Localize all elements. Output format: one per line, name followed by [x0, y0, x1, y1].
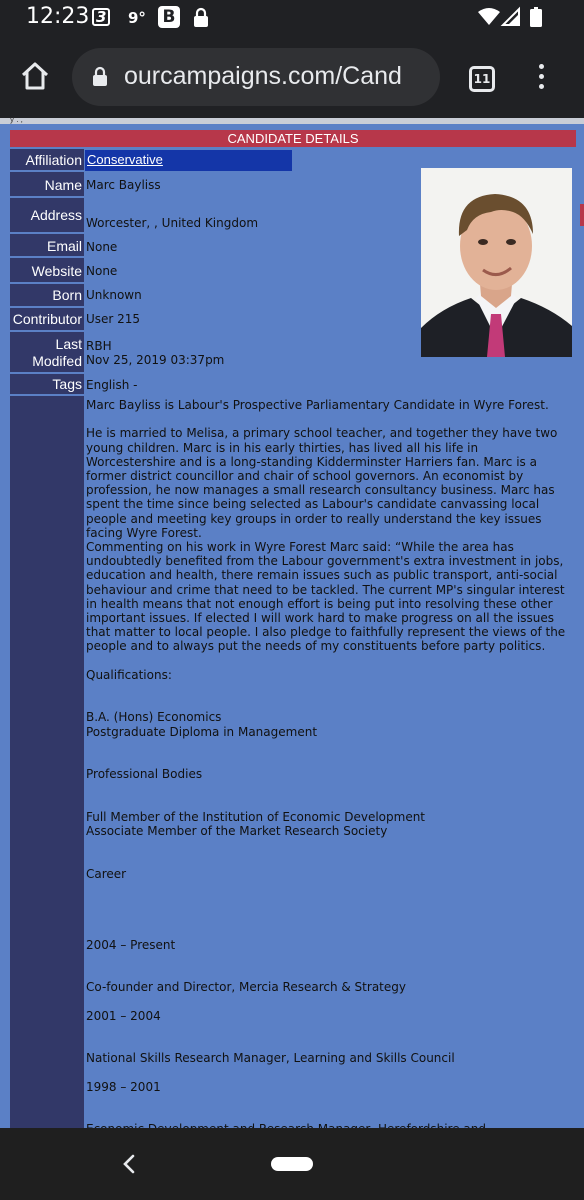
label-email: Email: [10, 236, 84, 258]
career-role: National Skills Research Manager, Learning and Skills Council: [86, 1051, 455, 1066]
bio-intro: Marc Bayliss is Labour's Prospective Parliamentary Candidate in Wyre Forest.: [86, 398, 549, 412]
candidate-website: None: [86, 264, 118, 278]
clock: 12:23: [26, 4, 90, 29]
qualification-item: Postgraduate Diploma in Management: [86, 724, 318, 739]
b-app-icon: B: [158, 6, 180, 28]
home-icon[interactable]: [20, 62, 50, 90]
label-affiliation: Affiliation: [10, 150, 84, 172]
candidate-name: Marc Bayliss: [86, 178, 161, 192]
label-name: Name: [10, 174, 84, 198]
label-address: Address: [10, 198, 84, 234]
career-role: Co-founder and Director, Mercia Research & Strategy: [86, 980, 406, 995]
web-page: [0, 115, 584, 1128]
career-period: 1998 – 2001: [86, 1079, 161, 1094]
bio-paragraph-quote: Commenting on his work in Wyre Forest Marc said: “While the area has undoubtedly benefited from the Labour government's extra investment in jobs, education and health, there remain issues such as public transport, anti-social behaviour and crime that need to be tackled. The current MP's singular interest in health means that not enough effort is being put into resolving these other important issues. If elected I will work hard to make progress on all the issues that matter to local people. I also pledge to faithfully represent the views of the people and to always put the needs of my constituents before party politics.: [86, 540, 566, 654]
temperature: 9°: [128, 9, 146, 27]
last-modified-date: Nov 25, 2019 03:37pm: [86, 353, 225, 367]
last-modified-by: RBH: [86, 339, 112, 353]
battery-icon: [530, 7, 542, 27]
qualification-item: B.A. (Hons) Economics: [86, 710, 222, 725]
url-text: ourcampaigns.com/Cand: [124, 62, 402, 90]
label-website: Website: [10, 260, 84, 284]
label-last-modified: Last Modifed: [10, 334, 84, 374]
home-gesture-pill[interactable]: [271, 1157, 313, 1171]
lock-icon: [193, 8, 209, 28]
professional-body-item: Associate Member of the Market Research Society: [86, 824, 388, 839]
address-bar[interactable]: [72, 48, 440, 106]
signal-icon: [502, 8, 520, 26]
career-heading: Career: [86, 866, 127, 881]
candidate-email: None: [86, 240, 118, 254]
label-contributor: Contributor: [10, 308, 84, 332]
tags-value: English -: [86, 378, 138, 392]
contributor-value: User 215: [86, 312, 141, 326]
label-born: Born: [10, 284, 84, 308]
back-icon[interactable]: [120, 1154, 138, 1174]
candidate-born: Unknown: [86, 288, 142, 302]
status-bar: [0, 0, 584, 36]
career-period: 2001 – 2004: [86, 1008, 161, 1023]
wifi-icon: [478, 8, 500, 26]
overflow-menu-icon[interactable]: [536, 64, 546, 92]
career-period: 2004 – Present: [86, 937, 176, 952]
channel-3-icon: 3: [92, 8, 110, 26]
candidate-photo: [421, 168, 572, 357]
section-title: CANDIDATE DETAILS: [10, 130, 576, 147]
system-nav-bar: [0, 1128, 584, 1200]
candidate-address: Worcester, , United Kingdom: [86, 216, 259, 230]
professional-bodies-heading: Professional Bodies: [86, 767, 203, 782]
page-top-strip: y . ,: [0, 118, 584, 124]
side-accent: [580, 204, 584, 226]
qualifications-heading: Qualifications:: [86, 667, 172, 682]
professional-body-item: Full Member of the Institution of Economic Development: [86, 809, 426, 824]
candidate-biography: [86, 398, 566, 1151]
browser-toolbar: [0, 36, 584, 118]
bio-paragraph-family: He is married to Melisa, a primary school teacher, and together they have two young children. Marc is in his early thirties, has lived all his life in Worcestershire and is a long-standing Kidderminster Harriers fan. Marc is a former district councillor and chair of school governors. An economist by profession, he now manages a small research consultancy business. Marc has spent the time since being selected as Labour's candidate canvassing local people and meeting key groups in order to really understand the key issues facing Wyre Forest.: [86, 426, 558, 540]
label-tags: Tags: [10, 376, 84, 396]
tab-switcher-button[interactable]: 11: [469, 66, 495, 92]
affiliation-link[interactable]: Conservative: [85, 150, 292, 171]
secure-lock-icon: [92, 67, 108, 87]
